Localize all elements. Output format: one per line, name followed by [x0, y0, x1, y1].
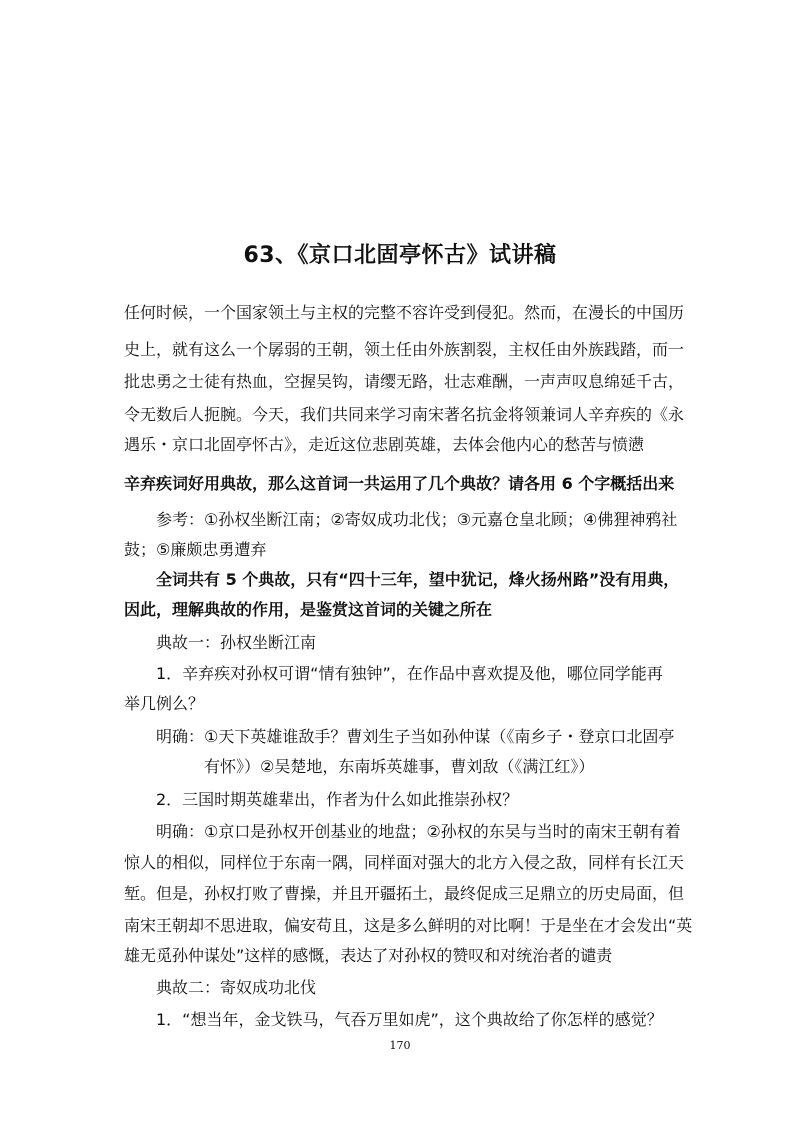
- page-number: 170: [389, 1039, 411, 1052]
- summary-line-1: 全词共有 5 个典故，只有“四十三年，望中犹记，烽火扬州路”没有用典，: [156, 570, 680, 589]
- q1-answer-line-2: 有怀》）②吴楚地，东南坼英雄事，曹刘敌（《满江红》）: [204, 757, 595, 776]
- q2-answer-line-2: 惊人的相似，同样位于东南一隅，同样面对强大的北方入侵之敌，同样有长江天: [124, 853, 685, 872]
- allusion-1-heading: 典故一：孙权坐断江南: [156, 633, 317, 652]
- intro-line-3: 批忠勇之士徒有热血，空握吴钩，请缨无路，壮志难酬，一声声叹息绵延千古，: [124, 372, 685, 391]
- summary-line-2: 因此，理解典故的作用，是鉴赏这首词的关键之所在: [124, 600, 493, 619]
- q2-answer-line-3: 堑。但是，孙权打败了曹操，并且开疆拓土，最终促成三足鼎立的历史局面，但: [124, 884, 685, 903]
- q3-line: 1．“想当年，金戈铁马，气吞万里如虎”，这个典故给了你怎样的感觉？: [156, 1010, 663, 1029]
- reference-line-1: 参考：①孙权坐断江南；②寄奴成功北伐；③元嘉仓皇北顾；④佛狸神鸦社: [156, 510, 678, 529]
- q1-line-2: 举几例么？: [124, 694, 205, 713]
- q2-answer-line-5: 雄无觅孙仲谋处”这样的感慨，表达了对孙权的赞叹和对统治者的谴责: [124, 946, 613, 965]
- q2-answer-line-4: 南宋王朝却不思进取，偏安苟且，这是多么鲜明的对比啊！于是坐在才会发出“英: [124, 916, 693, 935]
- intro-line-2: 史上，就有这么一个孱弱的王朝，领土任由外族割裂，主权任由外族践踏，而一: [124, 340, 685, 359]
- q1-answer-line-1: 明确：①天下英雄谁敌手？曹刘生子当如孙仲谋（《南乡子・登京口北固亭: [156, 727, 675, 746]
- reference-line-2: 鼓；⑤廉颇忠勇遭弃: [124, 540, 267, 559]
- intro-line-5: 遇乐・京口北固亭怀古》，走近这位悲剧英雄，去体会他内心的愁苦与愤懑: [124, 435, 645, 454]
- q1-line-1: 1．辛弃疾对孙权可谓“情有独钟”，在作品中喜欢提及他，哪位同学能再: [156, 664, 663, 683]
- intro-line-1: 任何时候，一个国家领土与主权的完整不容许受到侵犯。然而，在漫长的中国历: [124, 303, 685, 322]
- q2-line: 2．三国时期英雄辈出，作者为什么如此推崇孙权？: [156, 790, 519, 809]
- intro-line-4: 令无数后人扼腕。今天，我们共同来学习南宋著名抗金将领兼词人辛弃疾的《永: [124, 405, 685, 424]
- q2-answer-line-1: 明确：①京口是孙权开创基业的地盘；②孙权的东吴与当时的南宋王朝有着: [156, 822, 681, 841]
- document-title: 63、《京口北固亭怀古》试讲稿: [243, 243, 557, 268]
- question-heading: 辛弃疾词好用典故，那么这首词一共运用了几个典故？请各用 6 个字概括出来: [124, 474, 675, 493]
- allusion-2-heading: 典故二：寄奴成功北伐: [156, 978, 317, 997]
